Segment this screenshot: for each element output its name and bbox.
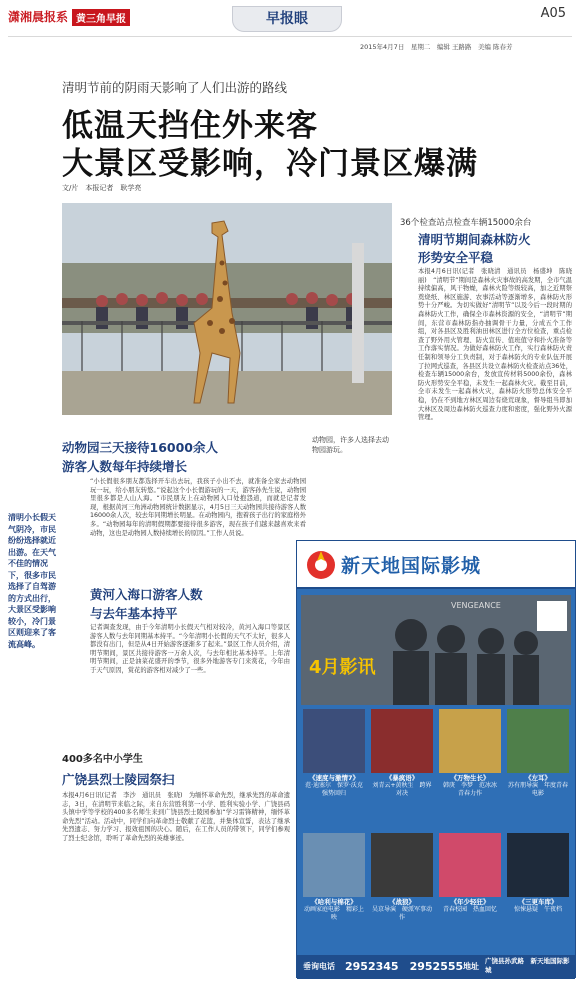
movie-card xyxy=(439,833,501,914)
ad-header xyxy=(297,541,575,589)
movie-name: 《万物生长》 xyxy=(450,774,490,782)
zoo-subhead-2: 游客人数每年持续增长 xyxy=(62,459,188,474)
movie-desc: 刘青云+黄秋生 跨界对决 xyxy=(372,782,432,797)
movie-name: 《战狼》 xyxy=(389,898,415,906)
zoo-subhead-1: 动物园三天接待16000余人 xyxy=(62,440,218,455)
movie-card xyxy=(371,709,433,798)
photo-caption: 动物园，许多人选择去动物园游玩。 xyxy=(312,436,389,454)
page-number: A05 xyxy=(540,6,566,21)
movie-name: 《速度与激情7》 xyxy=(308,774,360,782)
forest-body: 本报4月6日讯(记者 张晓清 通讯员 杨盛坤 陈晓丽) “清明节”期间是森林火灾事故的高发期，全市气温持续偏高，风干物燥，森林火险等级较高，加之近期祭奠烧纸、林区施游、农事活动等逐渐增多，森林防火形势十分严峻。为切实做好“清明节”以及今后一段时期的森林防火工作，确保全市森林资源的安全，“清明节”期间，东营市森林防指办抽调骨干力量，分成五个工作组，对各县区及胜利油田林区进行全方位检查，重点检查了野外用火管理、防火宣传、值班值守和扑火准备等工作落实情况。为做好森林防火工作，实行森林防火责任制和领导分工负责制，对于森林防火的专业队伍开展了拉网式巡查，各县区共设立森林防火检查站点36处，检查车辆15000余台，发放宣传材料5000余份，森林防火形势安全平稳，未发生一起森林火灾。截至目前，全市未发生一起森林火灾，森林防火形势总体安全平稳，仍在不到地方林区周边有烧荒现象，督导组当即加大林区及周边森林防火巡查力度和密度，强化野外火源管理。 xyxy=(418,268,572,422)
movie-desc: 韩庚 李梦 范冰冰 青春力作 xyxy=(442,782,504,797)
movie-name: 《三更车库》 xyxy=(518,898,558,906)
poster-title: 4月影讯 xyxy=(309,657,376,678)
movie-desc: 范·迪塞尔 保罗·沃克 强势回归 xyxy=(305,782,369,797)
yellow-river-subhead-1: 黄河入海口游客人数 xyxy=(90,587,203,602)
ad-footer xyxy=(297,955,575,979)
students-headline: 广饶县烈士陵园祭扫 xyxy=(62,772,175,787)
movie-card xyxy=(439,709,504,798)
movie-desc: 惊悚悬疑 午夜档 xyxy=(513,906,562,913)
lead-headline-1: 低温天挡住外来客 xyxy=(62,108,318,144)
movie-desc: 吴京导演 硬派军事动作 xyxy=(371,906,432,921)
lead-byline: 文/片 本报记者 耿学亮 xyxy=(62,184,142,192)
giraffe-photo-illustration xyxy=(62,203,392,415)
movie-thumbnail xyxy=(303,709,365,773)
movie-thumbnail xyxy=(507,833,569,897)
movie-name: 《哈利与棉花》 xyxy=(311,898,357,906)
dateline: 2015年4月7日 星期二 编辑 王路路 美编 陈春芳 xyxy=(360,43,513,51)
lead-kicker: 清明节前的阴雨天影响了人们出游的路线 xyxy=(62,80,288,95)
ad-address: 广饶县孙武路 新天地国际影城 xyxy=(485,957,570,974)
movie-name: 《左耳》 xyxy=(525,774,551,782)
movie-name: 《暴疯语》 xyxy=(385,774,419,782)
movie-thumbnail xyxy=(439,833,501,897)
forest-headline-1: 清明节期间森林防火 xyxy=(418,232,531,247)
header-rule xyxy=(8,36,572,37)
sidebar-summary: 清明小长假天气阴冷，市民纷纷选择就近出游。在天气不佳的情况下，很多市民选择了自驾游的方式出行，大景区受影响较小，冷门景区则迎来了客流高峰。 xyxy=(8,513,56,649)
students-body: 本报4月6日讯(记者 李沙 通讯员 张晓) 为缅怀革命先烈，继承先烈的革命遗志，3日，在清明节来临之际，来自东营胜利第一小学、胜利实验小学、广饶县码头镇中学等学校的400多名师生来到广饶县烈士陵园参加“学习雷锋精神，缅怀革命先烈”活动。活动中，同学们向革命烈士敬献了花篮，并集体宣誓，表达了继承先烈遗志、努力学习、报效祖国的决心。随后，在工作人员的带领下，同学们参观了烈士纪念馆，聆听了革命先烈的英雄事迹。 xyxy=(62,792,290,842)
poster-tag: VENGEANCE xyxy=(451,601,501,610)
ad-tel-label: 垂询电话 xyxy=(303,962,335,971)
students-kicker: 400多名中小学生 xyxy=(62,754,143,765)
forest-headline-2: 形势安全平稳 xyxy=(418,250,494,265)
ad-main-poster xyxy=(301,595,571,705)
section-tab: 早报眼 xyxy=(232,6,342,32)
lead-headline-2: 大景区受影响，冷门景区爆满 xyxy=(62,146,478,182)
yellow-river-subhead-2: 与去年基本持平 xyxy=(90,606,178,621)
movie-thumbnail xyxy=(507,709,569,773)
movie-thumbnail xyxy=(371,833,433,897)
movie-card xyxy=(303,833,365,922)
zoo-photo xyxy=(62,203,392,415)
cinema-advertisement xyxy=(296,540,576,978)
paper-logo: 潇湘晨报系 xyxy=(8,10,69,24)
movie-poster-illustration xyxy=(301,595,571,705)
movie-card xyxy=(507,833,569,914)
movie-thumbnail xyxy=(371,709,433,773)
ad-title: 新天地国际影城 xyxy=(341,555,482,577)
movie-card xyxy=(371,833,433,922)
ad-tel: 2952345 2952555 xyxy=(345,960,464,973)
movie-desc: 青春校园 热血回忆 xyxy=(442,906,497,913)
movie-thumbnail xyxy=(303,833,365,897)
movie-card xyxy=(303,709,369,798)
paper-sub-logo: 黄三角早报 xyxy=(72,9,130,26)
cinema-logo-icon xyxy=(305,549,337,581)
zoo-body: “小长假很多朋友都选择开车出去玩，我孩子小出不去，就准备全家去动物园玩一玩，给小朋友转悠。”说起这个小长假游玩的一天，游客孙先生说，动物园里很多都是人山人海。“市民朋友上在动物园入口处抱怨道，而就是记者发现，根据黄河三角洲动物园统计数据显示，4月5日三天动物园共接待游客人数16000余人次，较去年同期增长明显。在动物园内，抱着孩子出行的家庭格外多。“动物园每年的清明假期都要接待很多游客，现在孩子们越来越喜欢来看动物，这也是动物园人数持续增长的原因。”工作人员说。 xyxy=(90,478,306,537)
movie-card xyxy=(507,709,569,798)
movie-name: 《年少轻狂》 xyxy=(450,898,490,906)
movie-desc: 苏有朋导演 年度青春电影 xyxy=(507,782,568,797)
ad-address-label: 地址 xyxy=(463,962,479,971)
movie-thumbnail xyxy=(439,709,501,773)
yellow-river-body: 记者调查发现，由于今年清明小长假天气相对较冷，黄河入海口等景区游客人数与去年同期基本持平。“今年清明小长假的天气不太好，很多人都没有出门，但是从4日开始游客逐渐多了起来。”景区工作人员介绍，清明节期间，景区共接待游客一万余人次，与去年相比基本持平。上年清明节期间，正是油菜花盛开的季节，很多外地游客专门来赏花，今年由于天气原因，赏花的游客相对减少了一些。 xyxy=(90,624,290,674)
forest-kicker: 36个检查站点检查车辆15000余台 xyxy=(400,218,532,228)
movie-desc: 动画家庭电影 精彩上映 xyxy=(303,906,364,921)
